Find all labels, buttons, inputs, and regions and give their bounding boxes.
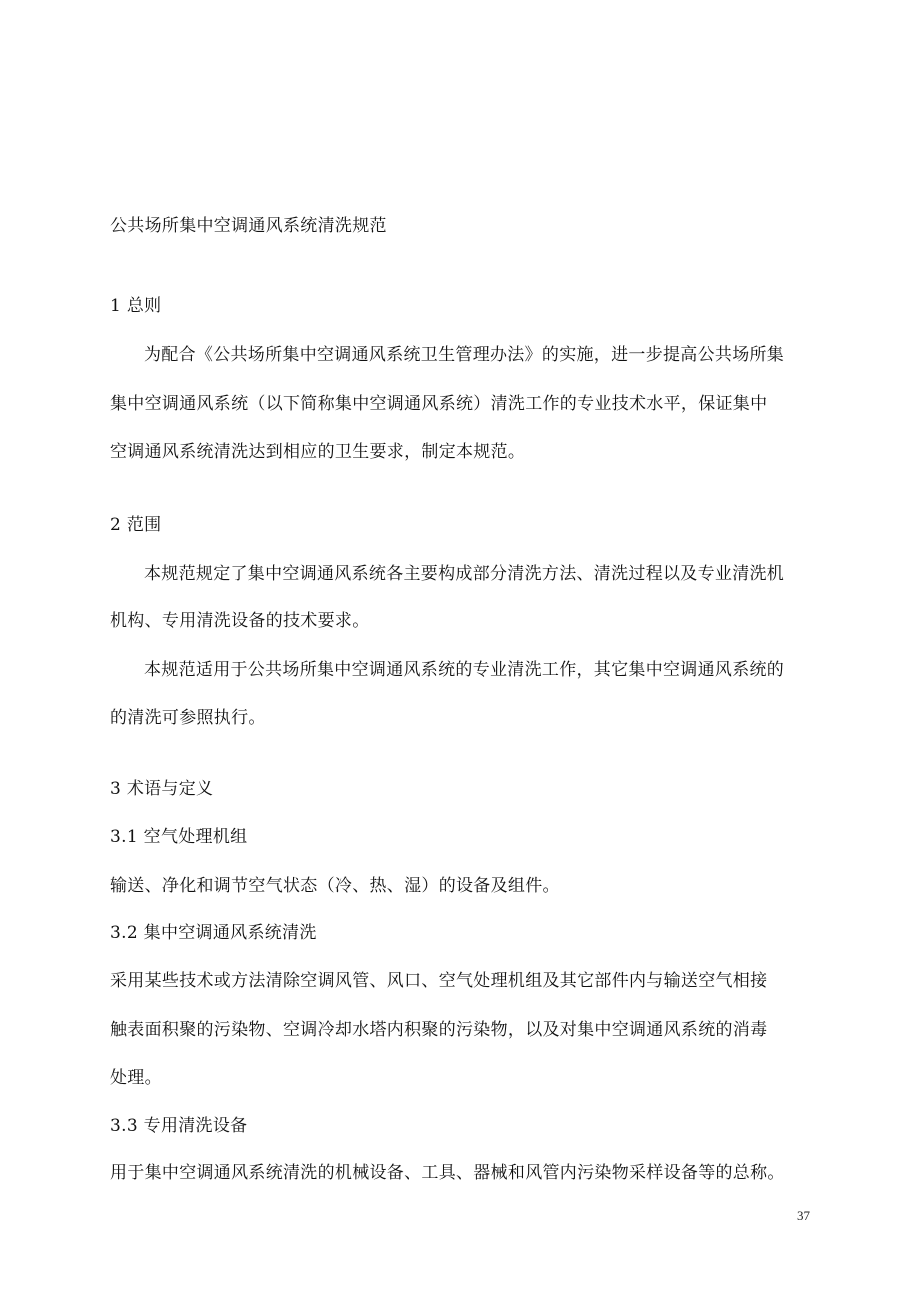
section-1-line-1: 为配合《公共场所集中空调通风系统卫生管理办法》的实施，进一步提高公共场所集 — [144, 345, 785, 365]
section-2-line-2: 机构、专用清洗设备的技术要求。 — [110, 611, 370, 631]
section-2-line-3: 本规范适用于公共场所集中空调通风系统的专业清洗工作，其它集中空调通风系统的 — [144, 660, 785, 680]
section-2-line-4: 的清洗可参照执行。 — [110, 708, 266, 728]
subsection-3-2-heading: 3.2 集中空调通风系统清洗 — [110, 923, 317, 943]
subsection-3-1-line-1: 输送、净化和调节空气状态（冷、热、湿）的设备及组件。 — [110, 876, 560, 896]
subsection-3-2-line-3: 处理。 — [110, 1068, 162, 1088]
subsection-3-2-line-1: 采用某些技术或方法清除空调风管、风口、空气处理机组及其它部件内与输送空气相接 — [110, 971, 768, 991]
section-1-line-3: 空调通风系统清洗达到相应的卫生要求，制定本规范。 — [110, 442, 526, 462]
section-2-line-1: 本规范规定了集中空调通风系统各主要构成部分清洗方法、清洗过程以及专业清洗机 — [144, 564, 785, 584]
section-1-heading: 1 总则 — [110, 296, 162, 316]
section-1-line-2: 集中空调通风系统（以下简称集中空调通风系统）清洗工作的专业技术水平，保证集中 — [110, 394, 768, 414]
page-number: 37 — [797, 1208, 810, 1223]
subsection-3-3-heading: 3.3 专用清洗设备 — [110, 1116, 248, 1136]
section-2-heading: 2 范围 — [110, 515, 162, 535]
document-title: 公共场所集中空调通风系统清洗规范 — [110, 216, 387, 236]
subsection-3-3-line-1: 用于集中空调通风系统清洗的机械设备、工具、器械和风管内污染物采样设备等的总称。 — [110, 1163, 785, 1183]
section-3-heading: 3 术语与定义 — [110, 779, 214, 799]
subsection-3-2-line-2: 触表面积聚的污染物、空调冷却水塔内积聚的污染物，以及对集中空调通风系统的消毒 — [110, 1020, 768, 1040]
subsection-3-1-heading: 3.1 空气处理机组 — [110, 827, 248, 847]
